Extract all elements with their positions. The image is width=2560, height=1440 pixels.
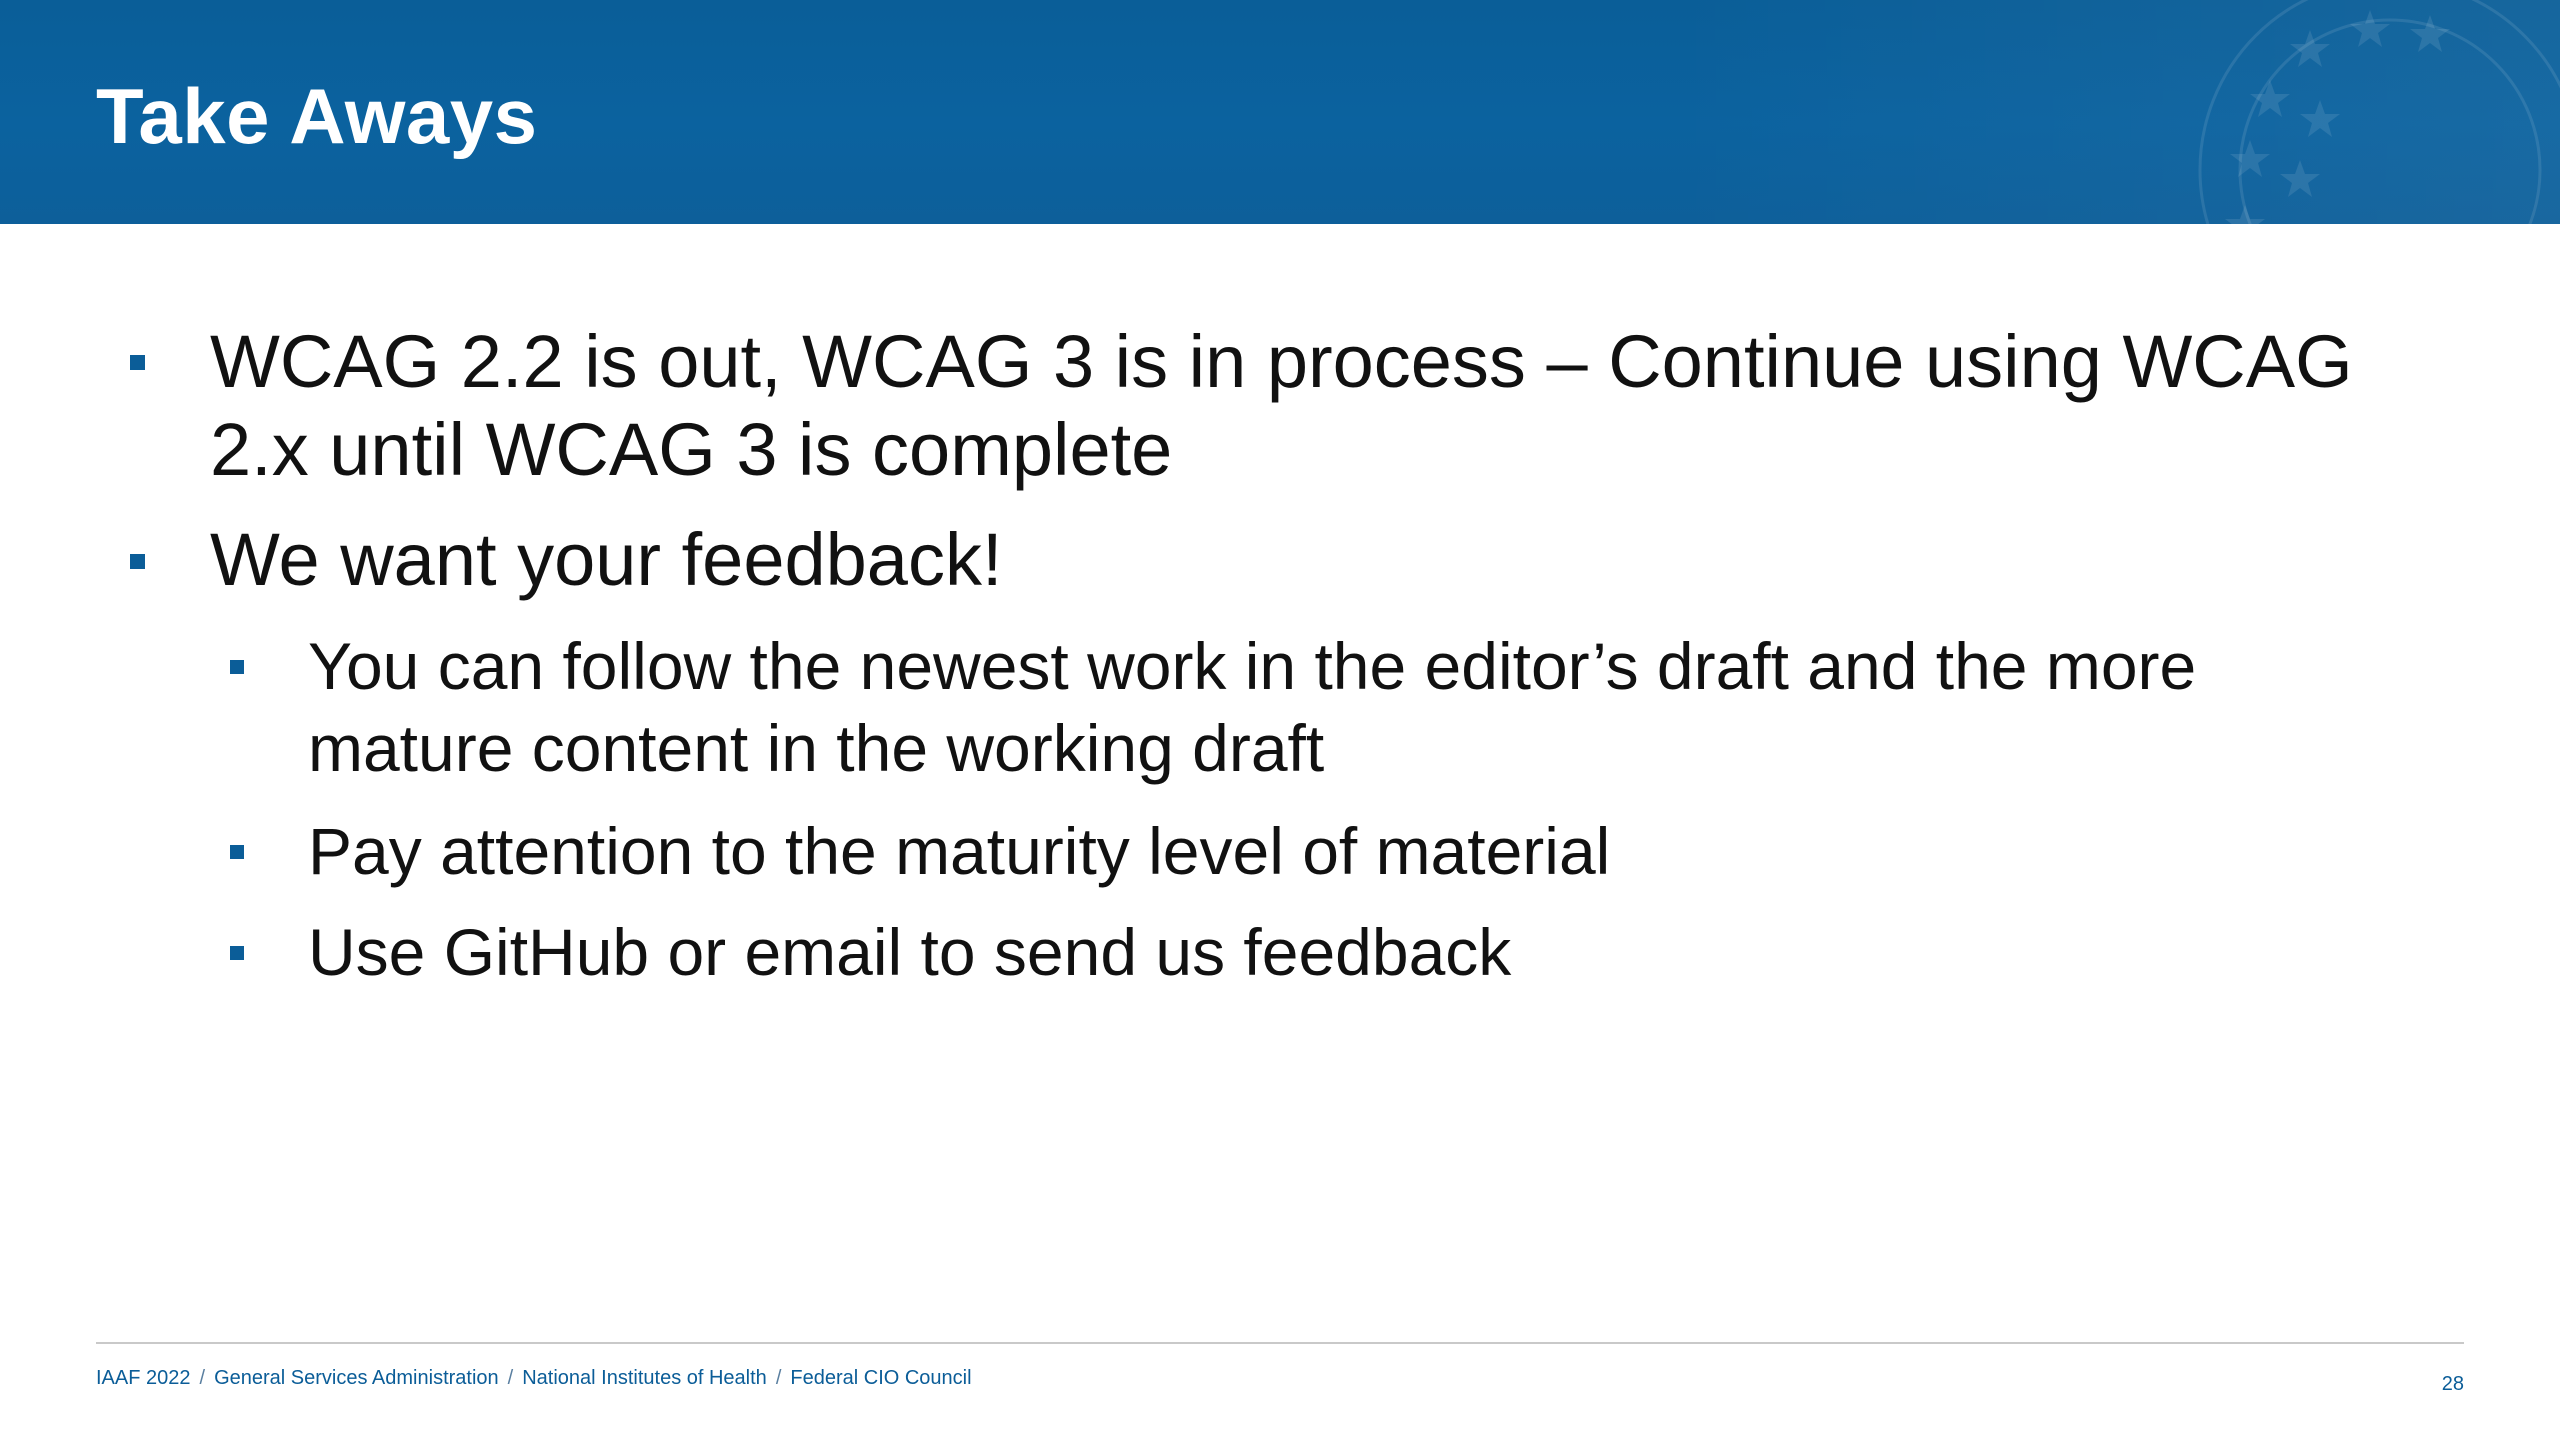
square-bullet-icon xyxy=(230,946,244,960)
footer-item-event: IAAF 2022 xyxy=(96,1367,191,1389)
footer-separator: / xyxy=(199,1367,206,1389)
page-number: 28 xyxy=(2441,1373,2464,1395)
footer-item-gsa: General Services Administration xyxy=(214,1367,499,1389)
square-bullet-icon xyxy=(130,554,145,569)
title-banner xyxy=(0,0,2560,224)
footer-item-nih: National Institutes of Health xyxy=(522,1367,767,1389)
sub-bullet-text: You can follow the newest work in the editor’s draft and the more mature content in the working draft xyxy=(308,629,2197,785)
footer-separator: / xyxy=(507,1367,514,1389)
bullet-text: WCAG 2.2 is out, WCAG 3 is in process – Continue using WCAG 2.x until WCAG 3 is complete xyxy=(210,320,2353,491)
sub-bullet-text: Pay attention to the maturity level of material xyxy=(308,814,1611,888)
footer-divider xyxy=(96,1342,2464,1344)
square-bullet-icon xyxy=(230,660,244,674)
bullet-text: We want your feedback! xyxy=(210,518,1003,601)
square-bullet-icon xyxy=(130,355,145,370)
sub-bullet-text: Use GitHub or email to send us feedback xyxy=(308,915,1512,989)
square-bullet-icon xyxy=(230,845,244,859)
footer-separator: / xyxy=(775,1367,782,1389)
slide-title: Take Aways xyxy=(96,72,538,160)
star-seal-icon xyxy=(2180,0,2560,224)
footer-item-cio: Federal CIO Council xyxy=(790,1367,972,1389)
footer-credits xyxy=(96,1364,972,1392)
